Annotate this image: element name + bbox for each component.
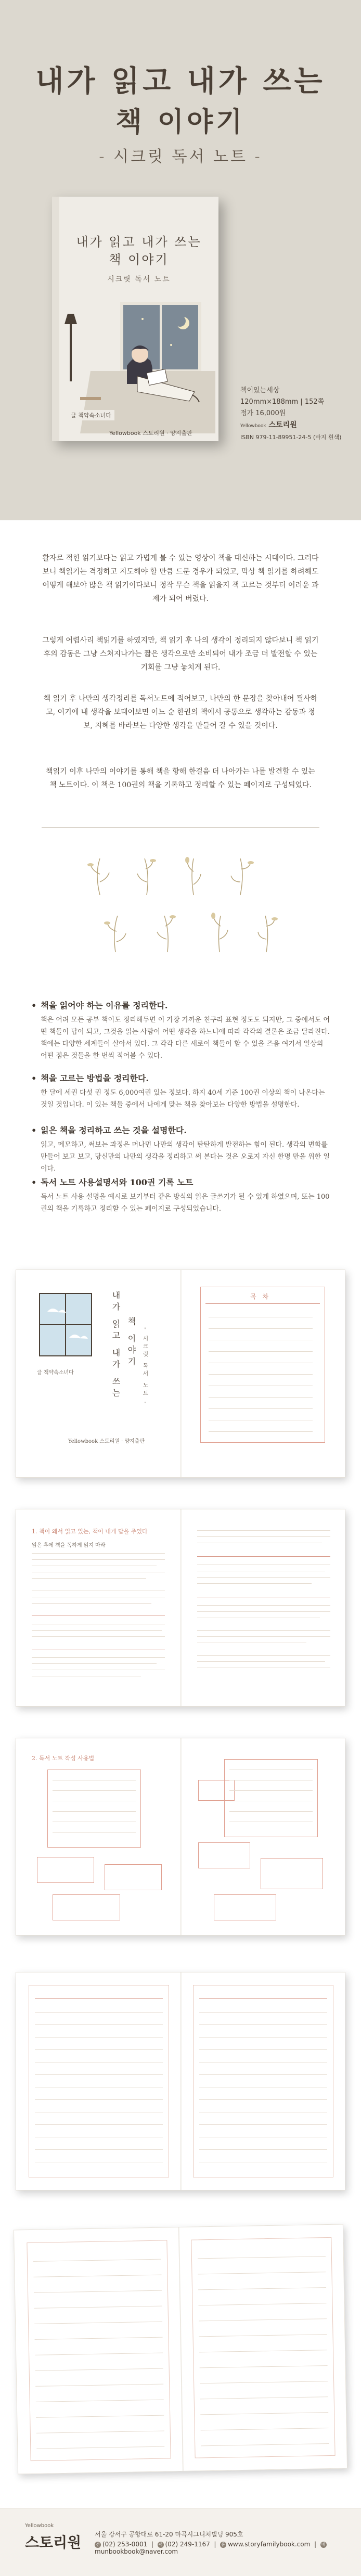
info-publisher-small: Yellowbook <box>240 424 266 429</box>
footer-email[interactable]: munbookbook@naver.com <box>95 2548 178 2555</box>
usage-callout <box>53 1894 120 1920</box>
footer-address: 서울 강서구 공항대로 61-20 마곡시그니처빌딩 905호 <box>95 2531 243 2538</box>
note-line <box>199 2124 327 2125</box>
hero-title-line2: 책 이야기 <box>115 106 246 138</box>
accent-rule <box>197 1556 330 1557</box>
text-line <box>197 1655 330 1656</box>
toc-title: 목 차 <box>250 1293 270 1300</box>
intro-paragraph-2: 그렇게 어렵사리 책읽기를 하였지만, 책 읽기 후 나의 생각이 정리되지 않다보니 책 읽기 후의 감동은 그냥 스쳐지나가는 짧은 생각으로만 소비되어 내가 조금 더 발전할 수 있는 기회를 그냥 놓치게 된다. <box>42 636 319 672</box>
hero-title-line1: 내가 읽고 내가 쓰는 <box>35 64 326 98</box>
usage-callout <box>214 1894 276 1920</box>
note-line <box>199 2099 327 2100</box>
spread-logos: Yellowbook 스토리원 · 양지출판 <box>68 1439 145 1444</box>
section-divider <box>42 827 319 828</box>
note-line <box>35 2024 163 2025</box>
feature-item <box>31 999 330 1062</box>
note-line <box>199 2012 327 2013</box>
toc-line <box>209 1328 313 1329</box>
usage-sample-page <box>47 1770 141 1848</box>
feature-heading-text: 읽은 책을 정리하고 쓰는 것을 설명한다. <box>41 1125 187 1135</box>
intro-section <box>0 520 361 843</box>
dash-right: - <box>254 148 262 166</box>
note-line <box>199 2074 327 2075</box>
feature-body: 독서 노트 사용 설명을 예시로 보기부터 같은 방식의 읽은 글쓰기가 될 수 있게 하였으며, 또는 100권의 책을 기록하고 정리할 수 있는 페이지로 구성되었습니다. <box>41 1193 330 1213</box>
feature-item <box>31 1176 330 1215</box>
feature-heading-text: 책을 읽어야 하는 이유를 정리한다. <box>41 1001 168 1010</box>
book-publisher-logos: Yellowbook 스토리원 · 양지출판 <box>109 430 192 437</box>
window-illustration <box>37 1291 94 1359</box>
feature-body: 읽고, 메모하고, 써보는 과정은 머나먼 나만의 생각이 탄탄하게 발전하는 힘이 된다. 생각의 변화를 만들어 보고 보고, 당신만의 나만의 생각을 정리하고 써 본다는 것은 오로지 자신 한명 만을 위한 일이다. <box>41 1141 330 1173</box>
text-line <box>197 1636 330 1637</box>
hero-section <box>0 0 361 520</box>
usage-callout <box>198 1842 250 1868</box>
spread-gutter <box>180 1270 182 1477</box>
usage-sample-page <box>224 1759 318 1837</box>
text-line <box>197 1630 330 1631</box>
spread-author: 글 책약속소녀다 <box>37 1370 74 1376</box>
text-line <box>32 1630 162 1631</box>
toc-frame <box>200 1287 325 1443</box>
feature-heading-text: 독서 노트 사용설명서와 100권 기록 노트 <box>41 1177 194 1187</box>
intro-paragraph-1: 활자로 적힌 읽기보다는 읽고 가볍게 볼 수 있는 영상이 책을 대신하는 시대이다. 그러다보니 책읽기는 격정하고 지도해야 할 만큼 드문 경우가 되었고, 막상 책 읽기를 하려해도 어떻게 해보야 많은 책 읽기이다보니 정작 무슨 책을 읽을지 책 고르는 것부터 어려운 과제가 되어 버렸다. <box>42 554 319 603</box>
text-line <box>32 1559 165 1560</box>
spread-notes <box>16 1972 345 2190</box>
usage-callout <box>261 1858 323 1889</box>
text-line <box>32 1657 165 1658</box>
info-publisher <box>240 419 341 432</box>
intro-paragraph-3: 책 읽기 후 나만의 생각정리를 독서노트에 적어보고, 나만의 한 문장을 찾아내어 필사하고, 여기에 내 생각을 보태어보면 어느 순 한권의 책에서 공통으로 생각하는 감동과 정보, 지혜를 바라보는 다양한 생각을 만들어 갈 수 있을 것이다. <box>43 695 318 730</box>
sample-line <box>229 1790 313 1791</box>
spread-subheading: 읽은 후에 책을 독하게 읽지 마라 <box>32 1543 106 1548</box>
book-info <box>240 385 341 443</box>
spread-gutter <box>180 1509 182 1706</box>
text-line <box>32 1663 157 1664</box>
note-frame-right <box>191 2237 335 2458</box>
mail-icon: 메 <box>320 2542 327 2548</box>
spread-gutter <box>178 2227 184 2471</box>
hero-subtitle <box>0 144 361 166</box>
spread-title-line2: 책 이야기 <box>126 1317 136 1369</box>
fax-icon: 팩 <box>158 2542 164 2548</box>
note-frame-left <box>29 1985 169 2177</box>
text-line <box>197 1661 325 1662</box>
note-line <box>199 2149 327 2150</box>
spread-title-line1: 내가 읽고 내가 쓰는 <box>111 1291 121 1400</box>
toc-line <box>209 1397 313 1398</box>
feature-body: 책은 어려 모든 공부 책이도 정리해두면 이 가장 가까운 친구라 표현 정도도 되지만, 그 중에서도 어떤 책들이 답이 되고, 그것을 읽는 사람이 어떤 생각을 하느냐에 따라 각각의 결론은 조금 달라진다. 책에는 다양한 세계들이 살아서 있다. 그 각각 다른 새로이 책들이 할 수 있을 즈음 여기서 일상의 어떤 점은 것들을 한 번씩 적어볼 수 있다. <box>41 1016 330 1060</box>
book-spine <box>52 197 59 441</box>
text-line <box>197 1583 312 1584</box>
book-title-line2: 책 이야기 <box>109 252 169 267</box>
footer-website[interactable]: www.storyfamilybook.com <box>228 2541 311 2548</box>
sample-line <box>229 1811 313 1812</box>
sample-line <box>53 1790 136 1791</box>
text-line <box>197 1577 330 1578</box>
note-line <box>35 2149 163 2150</box>
note-line <box>35 2099 163 2100</box>
feature-item <box>31 1072 330 1111</box>
home-icon: 홈 <box>220 2542 226 2548</box>
note-line <box>35 2124 163 2125</box>
text-line <box>32 1578 146 1579</box>
feature-heading: • 책을 고르는 방법을 정리한다. <box>31 1073 149 1083</box>
feature-item <box>31 1124 330 1175</box>
note-rule <box>199 1998 327 1999</box>
info-publisher-name: 스토리원 <box>268 421 297 429</box>
phone-icon: 전 <box>95 2542 101 2548</box>
sample-line <box>53 1811 136 1812</box>
feature-heading: • 독서 노트 사용설명서와 100권 기록 노트 <box>31 1177 194 1187</box>
info-isbn: ISBN 979-11-89951-24-5 (바지 흰색) <box>240 434 342 441</box>
note-frame-right <box>193 1985 333 2177</box>
footer-tel[interactable]: (02) 253-0001 <box>102 2541 148 2548</box>
usage-callout <box>105 1864 162 1890</box>
hero-subtitle-text: 시크릿 독서 노트 <box>113 148 248 166</box>
text-line <box>32 1553 165 1554</box>
book-cover-title <box>59 233 218 268</box>
toc-rule <box>205 1303 320 1304</box>
toc-line <box>209 1431 313 1432</box>
toc-line <box>209 1351 313 1352</box>
footer-contact: 전 (02) 253-0001 | 팩 (02) 249-1167 | 홈 www.storyfamilybook.com | 메munbookbook@naver.com <box>95 2541 361 2555</box>
feature-heading: • 읽은 책을 정리하고 쓰는 것을 설명한다. <box>31 1125 187 1135</box>
botanical-illustration <box>69 853 292 957</box>
note-line <box>35 2074 163 2075</box>
spread-gutter <box>180 1738 182 1935</box>
text-line <box>32 1636 165 1637</box>
spread-heading: 1. 책이 왜서 읽고 있는, 책이 내게 답을 주었다 <box>32 1528 148 1535</box>
info-price: 정가 16,000원 <box>240 409 286 417</box>
publisher-footer <box>0 2508 361 2576</box>
spread-gutter <box>180 1972 182 2190</box>
note-line <box>199 2049 327 2050</box>
note-line <box>35 2049 163 2050</box>
footer-logo: 스토리원 <box>25 2534 82 2551</box>
text-line <box>197 1605 330 1606</box>
footer-fax: (02) 249-1167 <box>165 2541 210 2548</box>
usage-heading: 2. 독서 노트 작성 사용법 <box>32 1755 95 1762</box>
book-cover-subtitle: 시크릿 독서 노트 <box>107 275 171 284</box>
feature-body: 한 달에 세권 다섯 권 정도 6,000여권 있는 정보다. 하지 40세 기준 100권 이상의 책이 나온다는 것일 것입니다. 이 있는 책들 중에서 나에게 맞는 책을 찾아보는 다양한 방법을 설명한다. <box>41 1089 325 1109</box>
text-line <box>197 1536 330 1537</box>
note-rule <box>35 1998 163 1999</box>
toc-line <box>209 1408 313 1409</box>
spread-text <box>16 1509 345 1707</box>
note-frame-left <box>27 2240 171 2461</box>
dash-left: - <box>99 148 107 166</box>
info-size: 120mm×188mm | 152쪽 <box>240 398 325 406</box>
book-cover <box>52 197 218 441</box>
footer-logo-small: Yellowbook <box>25 2523 54 2529</box>
book-title-line1: 내가 읽고 내가 쓰는 <box>76 235 202 249</box>
intro-paragraph-4: 책읽기 이후 나만의 이야기를 통해 책을 향해 한걸음 더 나아가는 나를 발견할 수 있는 책 노트이다. 이 책은 100권의 책을 기록하고 정리할 수 있는 페이지로 구성되었다. <box>46 767 315 789</box>
toc-line <box>209 1374 313 1375</box>
info-series: 책이있는세상 <box>240 387 280 394</box>
spread-subtitle: - 시크릿 독서 노트 - <box>142 1327 149 1406</box>
spread-title-toc <box>16 1270 345 1478</box>
feature-heading: • 책을 읽어야 하는 이유를 정리한다. <box>31 1001 168 1010</box>
usage-callout <box>37 1857 94 1883</box>
text-line <box>32 1603 151 1604</box>
spread-usage <box>16 1738 345 1936</box>
spread-notes-tilted <box>14 2224 347 2475</box>
note-line <box>35 2012 163 2013</box>
note-line <box>199 2024 327 2025</box>
text-line <box>197 1611 330 1612</box>
feature-heading-text: 책을 고르는 방법을 정리한다. <box>41 1073 149 1083</box>
book-author: 글 책약속소녀다 <box>68 410 114 420</box>
text-line <box>197 1530 330 1531</box>
